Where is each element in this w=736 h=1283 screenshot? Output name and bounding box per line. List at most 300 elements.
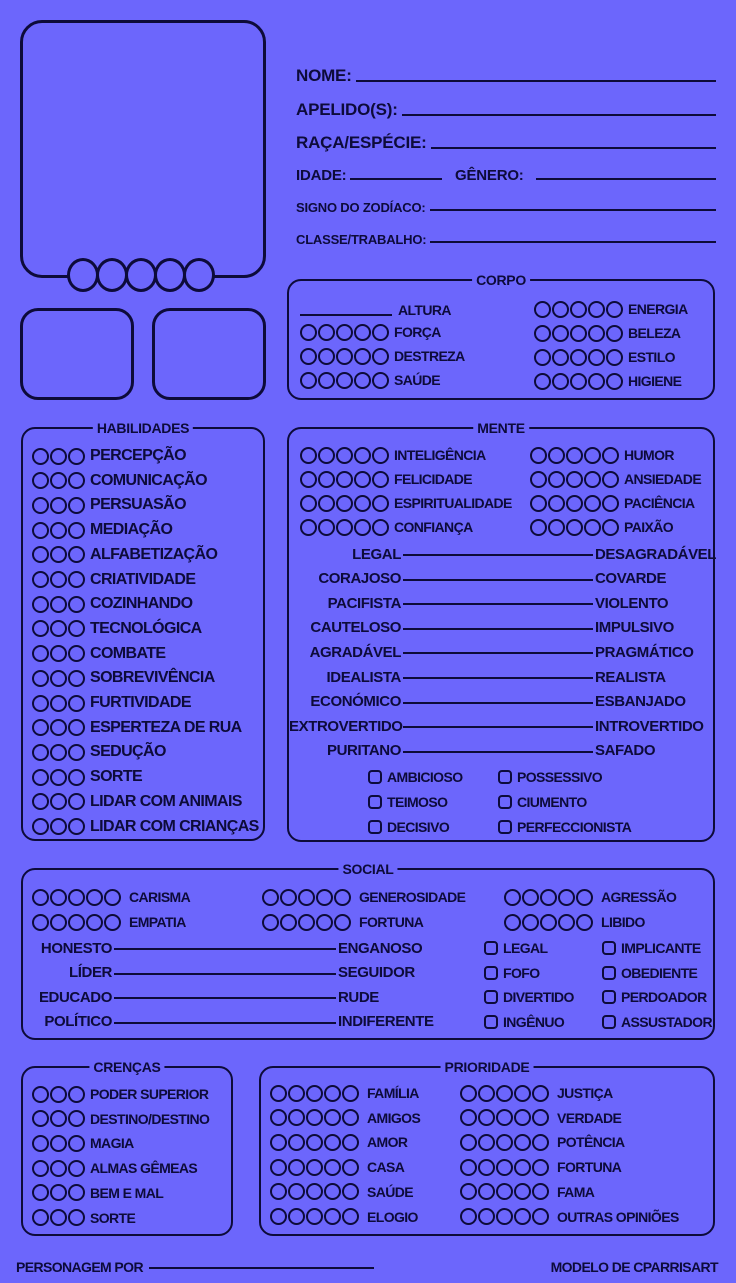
rating-dots[interactable] <box>32 546 86 563</box>
rating-circle-icon[interactable] <box>532 1085 549 1102</box>
rating-circle-icon[interactable] <box>584 447 601 464</box>
rating-dots[interactable] <box>270 1134 360 1151</box>
rating-row[interactable] <box>270 1107 420 1129</box>
spectrum-line[interactable] <box>403 628 593 630</box>
rating-circle-icon[interactable] <box>306 1208 323 1225</box>
small-box-right[interactable] <box>152 308 266 400</box>
rating-circle-icon[interactable] <box>588 301 605 318</box>
rating-circle-icon[interactable] <box>530 447 547 464</box>
rating-dots[interactable] <box>460 1208 550 1225</box>
name-field[interactable] <box>296 66 716 86</box>
rating-circle-icon[interactable] <box>50 522 67 539</box>
rating-circle-icon[interactable] <box>50 596 67 613</box>
rating-row[interactable] <box>32 593 192 615</box>
rating-dots[interactable] <box>32 818 86 835</box>
rating-circle-icon[interactable] <box>548 447 565 464</box>
rating-circle-icon[interactable] <box>532 1109 549 1126</box>
rating-dots[interactable] <box>32 472 86 489</box>
nickname-field[interactable] <box>296 100 716 120</box>
spectrum-line[interactable] <box>114 973 336 975</box>
rating-circle-icon[interactable] <box>588 349 605 366</box>
author-field[interactable] <box>16 1256 374 1278</box>
rating-circle-icon[interactable] <box>372 348 389 365</box>
rating-row[interactable] <box>32 643 166 665</box>
rating-circle-icon[interactable] <box>334 914 351 931</box>
checkbox-icon[interactable] <box>368 820 382 834</box>
rating-circle-icon[interactable] <box>478 1159 495 1176</box>
rating-row[interactable] <box>460 1181 594 1203</box>
checkbox-icon[interactable] <box>484 1015 498 1029</box>
rating-circle-icon[interactable] <box>460 1134 477 1151</box>
rating-circle-icon[interactable] <box>50 889 67 906</box>
spectrum-row[interactable] <box>289 617 674 639</box>
rating-circle-icon[interactable] <box>588 373 605 390</box>
rating-dots[interactable] <box>32 497 86 514</box>
rating-dots[interactable] <box>32 596 86 613</box>
rating-row[interactable] <box>300 492 512 514</box>
rating-circle-icon[interactable] <box>514 1109 531 1126</box>
rating-dots[interactable] <box>32 1086 86 1103</box>
rating-row[interactable] <box>32 494 186 516</box>
rating-circle-icon[interactable] <box>552 349 569 366</box>
rating-circle-icon[interactable] <box>372 471 389 488</box>
rating-circle-icon[interactable] <box>478 1183 495 1200</box>
rating-row[interactable] <box>32 445 186 467</box>
rating-circle-icon[interactable] <box>522 914 539 931</box>
rating-circle-icon[interactable] <box>558 914 575 931</box>
rating-circle-icon[interactable] <box>318 447 335 464</box>
spectrum-line[interactable] <box>403 702 593 704</box>
rating-circle-icon[interactable] <box>50 645 67 662</box>
rating-circle-icon[interactable] <box>576 889 593 906</box>
rating-circle-icon[interactable] <box>32 670 49 687</box>
rating-circle-icon[interactable] <box>372 372 389 389</box>
rating-circle-icon[interactable] <box>318 372 335 389</box>
checkbox-row[interactable] <box>368 816 449 838</box>
rating-circle-icon[interactable] <box>354 324 371 341</box>
rating-circle-icon[interactable] <box>32 1209 49 1226</box>
rating-circle-icon[interactable] <box>460 1183 477 1200</box>
rating-row[interactable] <box>32 1132 134 1154</box>
rating-circle-icon[interactable] <box>478 1085 495 1102</box>
checkbox-icon[interactable] <box>602 990 616 1004</box>
rating-row[interactable] <box>270 1082 419 1104</box>
rating-circle-icon[interactable] <box>548 495 565 512</box>
rating-dots[interactable] <box>262 914 352 931</box>
rating-circle-icon[interactable] <box>324 1183 341 1200</box>
rating-row[interactable] <box>530 492 695 514</box>
rating-circle-icon[interactable] <box>576 914 593 931</box>
rating-row[interactable] <box>262 886 465 908</box>
rating-circle-icon[interactable] <box>460 1208 477 1225</box>
rating-circle-icon[interactable] <box>558 889 575 906</box>
rating-circle-icon[interactable] <box>534 349 551 366</box>
rating-row[interactable] <box>530 516 673 538</box>
rating-row[interactable] <box>534 322 680 344</box>
rating-circle-icon[interactable] <box>318 348 335 365</box>
rating-circle-icon[interactable] <box>68 448 85 465</box>
rating-circle-icon[interactable] <box>324 1109 341 1126</box>
rating-row[interactable] <box>32 667 215 689</box>
rating-circle-icon[interactable] <box>50 571 67 588</box>
rating-circle-icon[interactable] <box>570 325 587 342</box>
rating-circle-icon[interactable] <box>288 1159 305 1176</box>
rating-dots[interactable] <box>262 889 352 906</box>
rating-circle-icon[interactable] <box>270 1159 287 1176</box>
rating-dots[interactable] <box>504 889 594 906</box>
rating-circle-icon[interactable] <box>570 373 587 390</box>
rating-row[interactable] <box>32 1157 197 1179</box>
rating-circle-icon[interactable] <box>552 301 569 318</box>
rating-dots[interactable] <box>530 447 620 464</box>
rating-circle-icon[interactable] <box>288 1134 305 1151</box>
rating-circle-icon[interactable] <box>50 497 67 514</box>
rating-row[interactable] <box>32 692 191 714</box>
rating-circle-icon[interactable] <box>318 324 335 341</box>
rating-circle-icon[interactable] <box>532 1134 549 1151</box>
rating-circle-icon[interactable] <box>50 620 67 637</box>
checkbox-row[interactable] <box>602 937 701 959</box>
rating-circle-icon[interactable] <box>602 471 619 488</box>
rating-row[interactable] <box>262 911 423 933</box>
rating-dots[interactable] <box>460 1085 550 1102</box>
rating-circle-icon[interactable] <box>606 349 623 366</box>
rating-circle-icon[interactable] <box>336 447 353 464</box>
rating-circle-icon[interactable] <box>324 1208 341 1225</box>
rating-circle-icon[interactable] <box>514 1208 531 1225</box>
rating-circle-icon[interactable] <box>552 373 569 390</box>
rating-circle-icon[interactable] <box>496 1183 513 1200</box>
rating-circle-icon[interactable] <box>68 620 85 637</box>
rating-circle-icon[interactable] <box>548 519 565 536</box>
rating-dots[interactable] <box>32 719 86 736</box>
checkbox-icon[interactable] <box>498 820 512 834</box>
rating-dots[interactable] <box>530 519 620 536</box>
checkbox-row[interactable] <box>484 962 539 984</box>
rating-row[interactable] <box>32 816 259 838</box>
rating-circle-icon[interactable] <box>566 447 583 464</box>
small-box-left[interactable] <box>20 308 134 400</box>
rating-row[interactable] <box>32 544 217 566</box>
rating-circle-icon[interactable] <box>280 889 297 906</box>
rating-row[interactable] <box>300 516 473 538</box>
rating-circle-icon[interactable] <box>602 519 619 536</box>
rating-circle-icon[interactable] <box>324 1134 341 1151</box>
rating-circle-icon[interactable] <box>68 1110 85 1127</box>
rating-circle-icon[interactable] <box>534 373 551 390</box>
race-field[interactable] <box>296 133 716 153</box>
rating-circle-icon[interactable] <box>342 1134 359 1151</box>
rating-dots[interactable] <box>270 1183 360 1200</box>
rating-circle-icon[interactable] <box>50 448 67 465</box>
rating-circle-icon[interactable] <box>300 495 317 512</box>
rating-dots[interactable] <box>460 1134 550 1151</box>
rating-dots[interactable] <box>32 1184 86 1201</box>
rating-circle-icon[interactable] <box>104 889 121 906</box>
spectrum-line[interactable] <box>403 579 593 581</box>
rating-row[interactable] <box>534 298 688 320</box>
rating-dots[interactable] <box>534 349 624 366</box>
rating-circle-icon[interactable] <box>372 495 389 512</box>
rating-circle-icon[interactable] <box>68 546 85 563</box>
rating-circle-icon[interactable] <box>496 1208 513 1225</box>
rating-dots[interactable] <box>270 1208 360 1225</box>
rating-circle-icon[interactable] <box>316 914 333 931</box>
spectrum-line[interactable] <box>114 1022 336 1024</box>
rating-circle-icon[interactable] <box>342 1109 359 1126</box>
rating-circle-icon[interactable] <box>32 620 49 637</box>
rating-circle-icon[interactable] <box>50 1184 67 1201</box>
rating-dots[interactable] <box>534 325 624 342</box>
rating-circle-icon[interactable] <box>68 793 85 810</box>
rating-row[interactable] <box>32 766 142 788</box>
rating-dots[interactable] <box>32 670 86 687</box>
rating-row[interactable] <box>460 1082 613 1104</box>
rating-circle-icon[interactable] <box>50 1110 67 1127</box>
rating-dots[interactable] <box>504 914 594 931</box>
rating-circle-icon[interactable] <box>50 472 67 489</box>
rating-dots[interactable] <box>300 495 390 512</box>
rating-circle-icon[interactable] <box>354 372 371 389</box>
spectrum-line[interactable] <box>403 677 593 679</box>
rating-circle-icon[interactable] <box>32 472 49 489</box>
rating-circle-icon[interactable] <box>68 818 85 835</box>
rating-circle-icon[interactable] <box>522 889 539 906</box>
spectrum-row[interactable] <box>289 592 668 614</box>
rating-dots[interactable] <box>270 1085 360 1102</box>
spectrum-row[interactable] <box>28 1011 434 1033</box>
rating-dots[interactable] <box>530 471 620 488</box>
rating-circle-icon[interactable] <box>68 769 85 786</box>
spectrum-line[interactable] <box>403 751 593 753</box>
age-field[interactable] <box>296 167 442 184</box>
rating-row[interactable] <box>32 717 242 739</box>
rating-circle-icon[interactable] <box>68 472 85 489</box>
rating-circle-icon[interactable] <box>334 889 351 906</box>
rating-dots[interactable] <box>32 1209 86 1226</box>
rating-circle-icon[interactable] <box>514 1159 531 1176</box>
rating-circle-icon[interactable] <box>478 1134 495 1151</box>
spectrum-row[interactable] <box>289 543 716 565</box>
rating-row[interactable] <box>300 345 465 367</box>
checkbox-icon[interactable] <box>498 795 512 809</box>
portrait-frame[interactable] <box>20 20 266 278</box>
rating-circle-icon[interactable] <box>32 596 49 613</box>
rating-circle-icon[interactable] <box>288 1085 305 1102</box>
rating-circle-icon[interactable] <box>588 325 605 342</box>
rating-circle-icon[interactable] <box>342 1208 359 1225</box>
spectrum-row[interactable] <box>28 937 422 959</box>
rating-circle-icon[interactable] <box>32 914 49 931</box>
rating-circle-icon[interactable] <box>514 1134 531 1151</box>
rating-dots[interactable] <box>460 1159 550 1176</box>
class-field[interactable] <box>296 232 716 247</box>
checkbox-icon[interactable] <box>368 795 382 809</box>
bead-1[interactable] <box>67 258 99 292</box>
rating-dots[interactable] <box>32 645 86 662</box>
rating-circle-icon[interactable] <box>478 1208 495 1225</box>
rating-circle-icon[interactable] <box>32 448 49 465</box>
rating-circle-icon[interactable] <box>318 471 335 488</box>
rating-circle-icon[interactable] <box>50 818 67 835</box>
rating-circle-icon[interactable] <box>342 1183 359 1200</box>
rating-row[interactable] <box>300 468 472 490</box>
checkbox-icon[interactable] <box>602 1015 616 1029</box>
rating-circle-icon[interactable] <box>460 1159 477 1176</box>
rating-circle-icon[interactable] <box>32 1135 49 1152</box>
spectrum-row[interactable] <box>289 666 666 688</box>
rating-row[interactable] <box>270 1131 407 1153</box>
rating-circle-icon[interactable] <box>32 1160 49 1177</box>
checkbox-icon[interactable] <box>484 941 498 955</box>
rating-circle-icon[interactable] <box>68 571 85 588</box>
rating-circle-icon[interactable] <box>602 447 619 464</box>
rating-row[interactable] <box>32 886 190 908</box>
rating-dots[interactable] <box>32 889 122 906</box>
checkbox-icon[interactable] <box>484 966 498 980</box>
rating-circle-icon[interactable] <box>504 914 521 931</box>
rating-circle-icon[interactable] <box>342 1085 359 1102</box>
spectrum-row[interactable] <box>289 568 666 590</box>
rating-circle-icon[interactable] <box>86 914 103 931</box>
rating-circle-icon[interactable] <box>50 1209 67 1226</box>
rating-circle-icon[interactable] <box>300 471 317 488</box>
rating-circle-icon[interactable] <box>50 769 67 786</box>
rating-circle-icon[interactable] <box>606 325 623 342</box>
rating-circle-icon[interactable] <box>68 1086 85 1103</box>
rating-circle-icon[interactable] <box>32 793 49 810</box>
rating-circle-icon[interactable] <box>298 914 315 931</box>
checkbox-icon[interactable] <box>484 990 498 1004</box>
rating-circle-icon[interactable] <box>584 471 601 488</box>
rating-row[interactable] <box>32 569 195 591</box>
rating-circle-icon[interactable] <box>336 324 353 341</box>
rating-circle-icon[interactable] <box>342 1159 359 1176</box>
rating-circle-icon[interactable] <box>68 1135 85 1152</box>
rating-circle-icon[interactable] <box>298 889 315 906</box>
rating-circle-icon[interactable] <box>32 645 49 662</box>
rating-row[interactable] <box>32 470 207 492</box>
checkbox-row[interactable] <box>602 1011 712 1033</box>
rating-circle-icon[interactable] <box>300 348 317 365</box>
rating-dots[interactable] <box>300 471 390 488</box>
rating-circle-icon[interactable] <box>460 1109 477 1126</box>
rating-circle-icon[interactable] <box>32 818 49 835</box>
rating-circle-icon[interactable] <box>496 1134 513 1151</box>
rating-row[interactable] <box>32 1207 135 1229</box>
rating-row[interactable] <box>32 741 166 763</box>
spectrum-line[interactable] <box>403 726 593 728</box>
rating-circle-icon[interactable] <box>300 519 317 536</box>
rating-dots[interactable] <box>530 495 620 512</box>
rating-circle-icon[interactable] <box>534 301 551 318</box>
rating-circle-icon[interactable] <box>68 695 85 712</box>
checkbox-row[interactable] <box>368 766 463 788</box>
rating-dots[interactable] <box>32 793 86 810</box>
rating-circle-icon[interactable] <box>50 793 67 810</box>
rating-row[interactable] <box>32 519 172 541</box>
rating-circle-icon[interactable] <box>566 519 583 536</box>
spectrum-row[interactable] <box>289 740 655 762</box>
rating-circle-icon[interactable] <box>288 1109 305 1126</box>
rating-circle-icon[interactable] <box>288 1183 305 1200</box>
rating-row[interactable] <box>300 369 440 391</box>
spectrum-row[interactable] <box>28 986 379 1008</box>
rating-row[interactable] <box>32 1083 208 1105</box>
rating-circle-icon[interactable] <box>530 495 547 512</box>
rating-circle-icon[interactable] <box>32 497 49 514</box>
rating-circle-icon[interactable] <box>548 471 565 488</box>
rating-dots[interactable] <box>270 1159 360 1176</box>
spectrum-row[interactable] <box>289 691 686 713</box>
rating-circle-icon[interactable] <box>68 719 85 736</box>
rating-circle-icon[interactable] <box>280 914 297 931</box>
rating-dots[interactable] <box>460 1109 550 1126</box>
rating-circle-icon[interactable] <box>514 1085 531 1102</box>
rating-circle-icon[interactable] <box>354 519 371 536</box>
rating-row[interactable] <box>300 321 441 343</box>
spectrum-row[interactable] <box>28 962 415 984</box>
rating-dots[interactable] <box>300 348 390 365</box>
rating-circle-icon[interactable] <box>306 1134 323 1151</box>
spectrum-row[interactable] <box>289 641 694 663</box>
rating-circle-icon[interactable] <box>602 495 619 512</box>
rating-circle-icon[interactable] <box>104 914 121 931</box>
bead-4[interactable] <box>154 258 186 292</box>
rating-row[interactable] <box>460 1107 621 1129</box>
rating-circle-icon[interactable] <box>460 1085 477 1102</box>
rating-dots[interactable] <box>300 447 390 464</box>
rating-circle-icon[interactable] <box>32 695 49 712</box>
altura-line[interactable] <box>300 314 392 316</box>
rating-circle-icon[interactable] <box>532 1208 549 1225</box>
checkbox-row[interactable] <box>498 791 587 813</box>
rating-circle-icon[interactable] <box>300 324 317 341</box>
rating-circle-icon[interactable] <box>86 889 103 906</box>
rating-circle-icon[interactable] <box>68 497 85 514</box>
rating-circle-icon[interactable] <box>372 447 389 464</box>
rating-circle-icon[interactable] <box>530 519 547 536</box>
rating-circle-icon[interactable] <box>50 670 67 687</box>
bead-3[interactable] <box>125 258 157 292</box>
rating-circle-icon[interactable] <box>32 1086 49 1103</box>
rating-circle-icon[interactable] <box>50 744 67 761</box>
rating-circle-icon[interactable] <box>552 325 569 342</box>
rating-circle-icon[interactable] <box>534 325 551 342</box>
rating-circle-icon[interactable] <box>318 495 335 512</box>
rating-dots[interactable] <box>300 372 390 389</box>
spectrum-row[interactable] <box>289 715 704 737</box>
rating-circle-icon[interactable] <box>540 914 557 931</box>
rating-circle-icon[interactable] <box>68 596 85 613</box>
rating-circle-icon[interactable] <box>262 889 279 906</box>
rating-row[interactable] <box>504 886 676 908</box>
rating-dots[interactable] <box>32 914 122 931</box>
rating-circle-icon[interactable] <box>270 1134 287 1151</box>
rating-circle-icon[interactable] <box>32 889 49 906</box>
rating-circle-icon[interactable] <box>32 744 49 761</box>
rating-row[interactable] <box>460 1131 625 1153</box>
rating-row[interactable] <box>534 346 675 368</box>
rating-row[interactable] <box>300 444 486 466</box>
rating-circle-icon[interactable] <box>336 519 353 536</box>
rating-circle-icon[interactable] <box>584 495 601 512</box>
spectrum-line[interactable] <box>403 652 593 654</box>
rating-dots[interactable] <box>32 522 86 539</box>
rating-circle-icon[interactable] <box>32 571 49 588</box>
rating-dots[interactable] <box>32 448 86 465</box>
rating-circle-icon[interactable] <box>514 1183 531 1200</box>
